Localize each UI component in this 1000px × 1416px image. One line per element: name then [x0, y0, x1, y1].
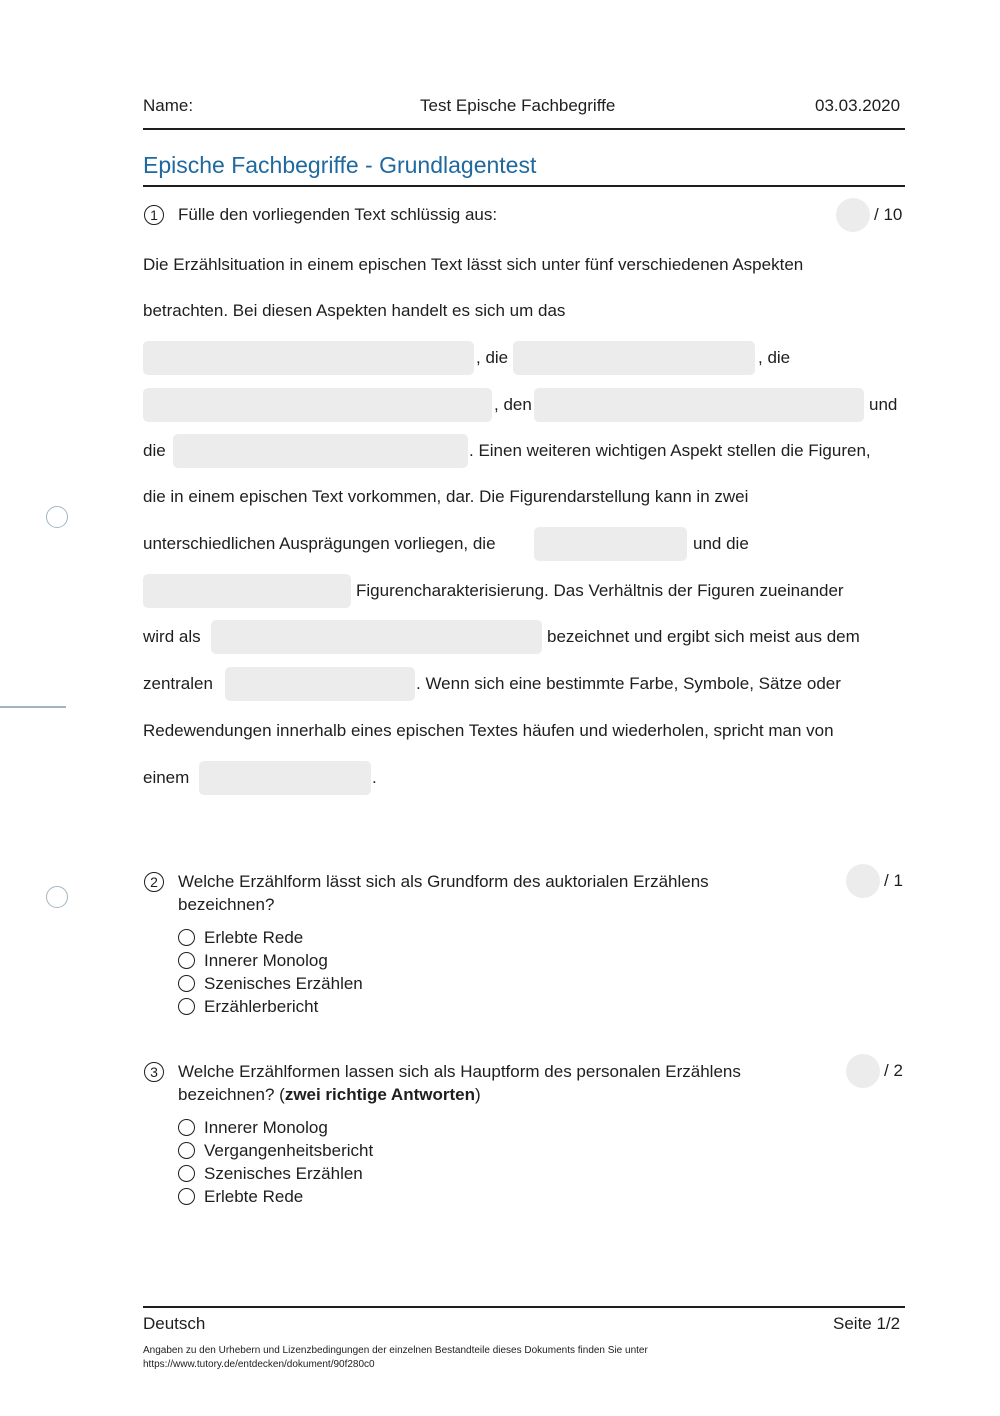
score-max: / 10 — [874, 205, 903, 224]
option-label: Erzählerbericht — [204, 997, 319, 1016]
text-line: Die Erzählsituation in einem epischen Text lässt sich unter fünf verschiedenen Aspekten — [143, 255, 804, 274]
option-label: Innerer Monolog — [204, 951, 328, 970]
footer-attribution-link[interactable]: https://www.tutory.de/entdecken/dokument/90f280c0 — [143, 1359, 375, 1370]
question-prompt-text: bezeichnen? ( — [178, 1085, 285, 1104]
punch-hole-mark — [46, 886, 68, 908]
answer-option[interactable] — [178, 1162, 363, 1185]
fold-mark — [0, 706, 66, 708]
score-field[interactable] — [836, 198, 870, 232]
question-number: 3 — [144, 1062, 164, 1082]
text-fragment: und die — [693, 534, 749, 553]
answer-option[interactable] — [178, 1139, 373, 1162]
radio-circle-icon[interactable] — [178, 975, 195, 992]
text-fragment: einem — [143, 768, 190, 787]
question-prompt-text: ) — [474, 1085, 481, 1104]
footer-attribution: Angaben zu den Urhebern und Lizenzbedingungen der einzelnen Bestandteile dieses Dokuments finden Sie unter — [143, 1345, 648, 1356]
question-prompt-line: bezeichnen? — [178, 895, 275, 914]
blank-field[interactable] — [211, 620, 542, 654]
option-label: Erlebte Rede — [204, 1187, 304, 1206]
score-field[interactable] — [846, 1054, 880, 1088]
question-prompt — [178, 870, 709, 916]
text-fragment: und — [869, 395, 898, 414]
question-prompt: Fülle den vorliegenden Text schlüssig aus: — [178, 205, 498, 224]
text-fragment: bezeichnet und ergibt sich meist aus dem — [547, 627, 860, 646]
option-label: Vergangenheitsbericht — [204, 1141, 374, 1160]
radio-circle-icon[interactable] — [178, 1119, 195, 1136]
radio-circle-icon[interactable] — [178, 1142, 195, 1159]
text-fragment: . Wenn sich eine bestimmte Farbe, Symbole, Sätze oder — [416, 674, 841, 693]
question-prompt-line: Welche Erzählform lässt sich als Grundform des auktorialen Erzählens — [178, 872, 709, 891]
radio-circle-icon[interactable] — [178, 1188, 195, 1205]
blank-field[interactable] — [143, 574, 351, 608]
radio-circle-icon[interactable] — [178, 952, 195, 969]
answer-option[interactable] — [178, 995, 318, 1018]
footer-page-number: Seite 1/2 — [833, 1314, 901, 1333]
question-prompt-line: Welche Erzählformen lassen sich als Hauptform des personalen Erzählens — [178, 1062, 741, 1081]
option-label: Szenisches Erzählen — [204, 974, 363, 993]
header-doc-title: Test Epische Fachbegriffe — [420, 96, 616, 115]
text-fragment: . — [372, 768, 377, 787]
radio-circle-icon[interactable] — [178, 998, 195, 1015]
blank-field[interactable] — [199, 761, 371, 795]
header-date: 03.03.2020 — [815, 96, 901, 115]
footer-subject: Deutsch — [143, 1314, 206, 1333]
name-label: Name: — [143, 96, 194, 115]
option-label: Erlebte Rede — [204, 928, 304, 947]
answer-option[interactable] — [178, 1116, 328, 1139]
radio-circle-icon[interactable] — [178, 929, 195, 946]
blank-field[interactable] — [143, 388, 492, 422]
text-line: betrachten. Bei diesen Aspekten handelt es sich um das — [143, 301, 566, 320]
text-line: Redewendungen innerhalb eines epischen Textes häufen und wiederholen, spricht man von — [143, 721, 834, 740]
answer-option[interactable] — [178, 972, 363, 995]
blank-field[interactable] — [534, 527, 687, 561]
blank-field[interactable] — [225, 667, 415, 701]
score-max: / 2 — [884, 1061, 903, 1080]
answer-option[interactable] — [178, 926, 303, 949]
text-fragment: , die — [758, 348, 791, 367]
text-fragment: Figurencharakterisierung. Das Verhältnis der Figuren zueinander — [356, 581, 844, 600]
score-max: / 1 — [884, 871, 903, 890]
blank-field[interactable] — [513, 341, 755, 375]
score-field[interactable] — [846, 864, 880, 898]
page-title: Epische Fachbegriffe - Grundlagentest — [143, 152, 537, 178]
option-label: Szenisches Erzählen — [204, 1164, 363, 1183]
question-prompt-emphasis: zwei richtige Antworten — [284, 1085, 475, 1104]
answer-option[interactable] — [178, 949, 328, 972]
text-fragment: , die — [476, 348, 509, 367]
text-fragment: wird als — [143, 627, 201, 646]
text-fragment: zentralen — [143, 674, 213, 693]
blank-field[interactable] — [534, 388, 864, 422]
text-fragment: die — [143, 441, 166, 460]
radio-circle-icon[interactable] — [178, 1165, 195, 1182]
blank-field[interactable] — [173, 434, 468, 468]
question-number: 1 — [144, 205, 164, 225]
title-divider — [143, 185, 905, 187]
text-fragment: . Einen weiteren wichtigen Aspekt stellen die Figuren, — [469, 441, 871, 460]
option-label: Innerer Monolog — [204, 1118, 328, 1137]
header-divider — [143, 128, 905, 130]
question-prompt — [178, 1060, 741, 1106]
footer-divider — [143, 1306, 905, 1308]
text-fragment: , den — [494, 395, 532, 414]
text-line: die in einem epischen Text vorkommen, dar. Die Figurendarstellung kann in zwei — [143, 487, 749, 506]
question-number: 2 — [144, 872, 164, 892]
blank-field[interactable] — [143, 341, 474, 375]
punch-hole-mark — [46, 506, 68, 528]
answer-option[interactable] — [178, 1185, 303, 1208]
text-fragment: unterschiedlichen Ausprägungen vorliegen, die — [143, 534, 496, 553]
